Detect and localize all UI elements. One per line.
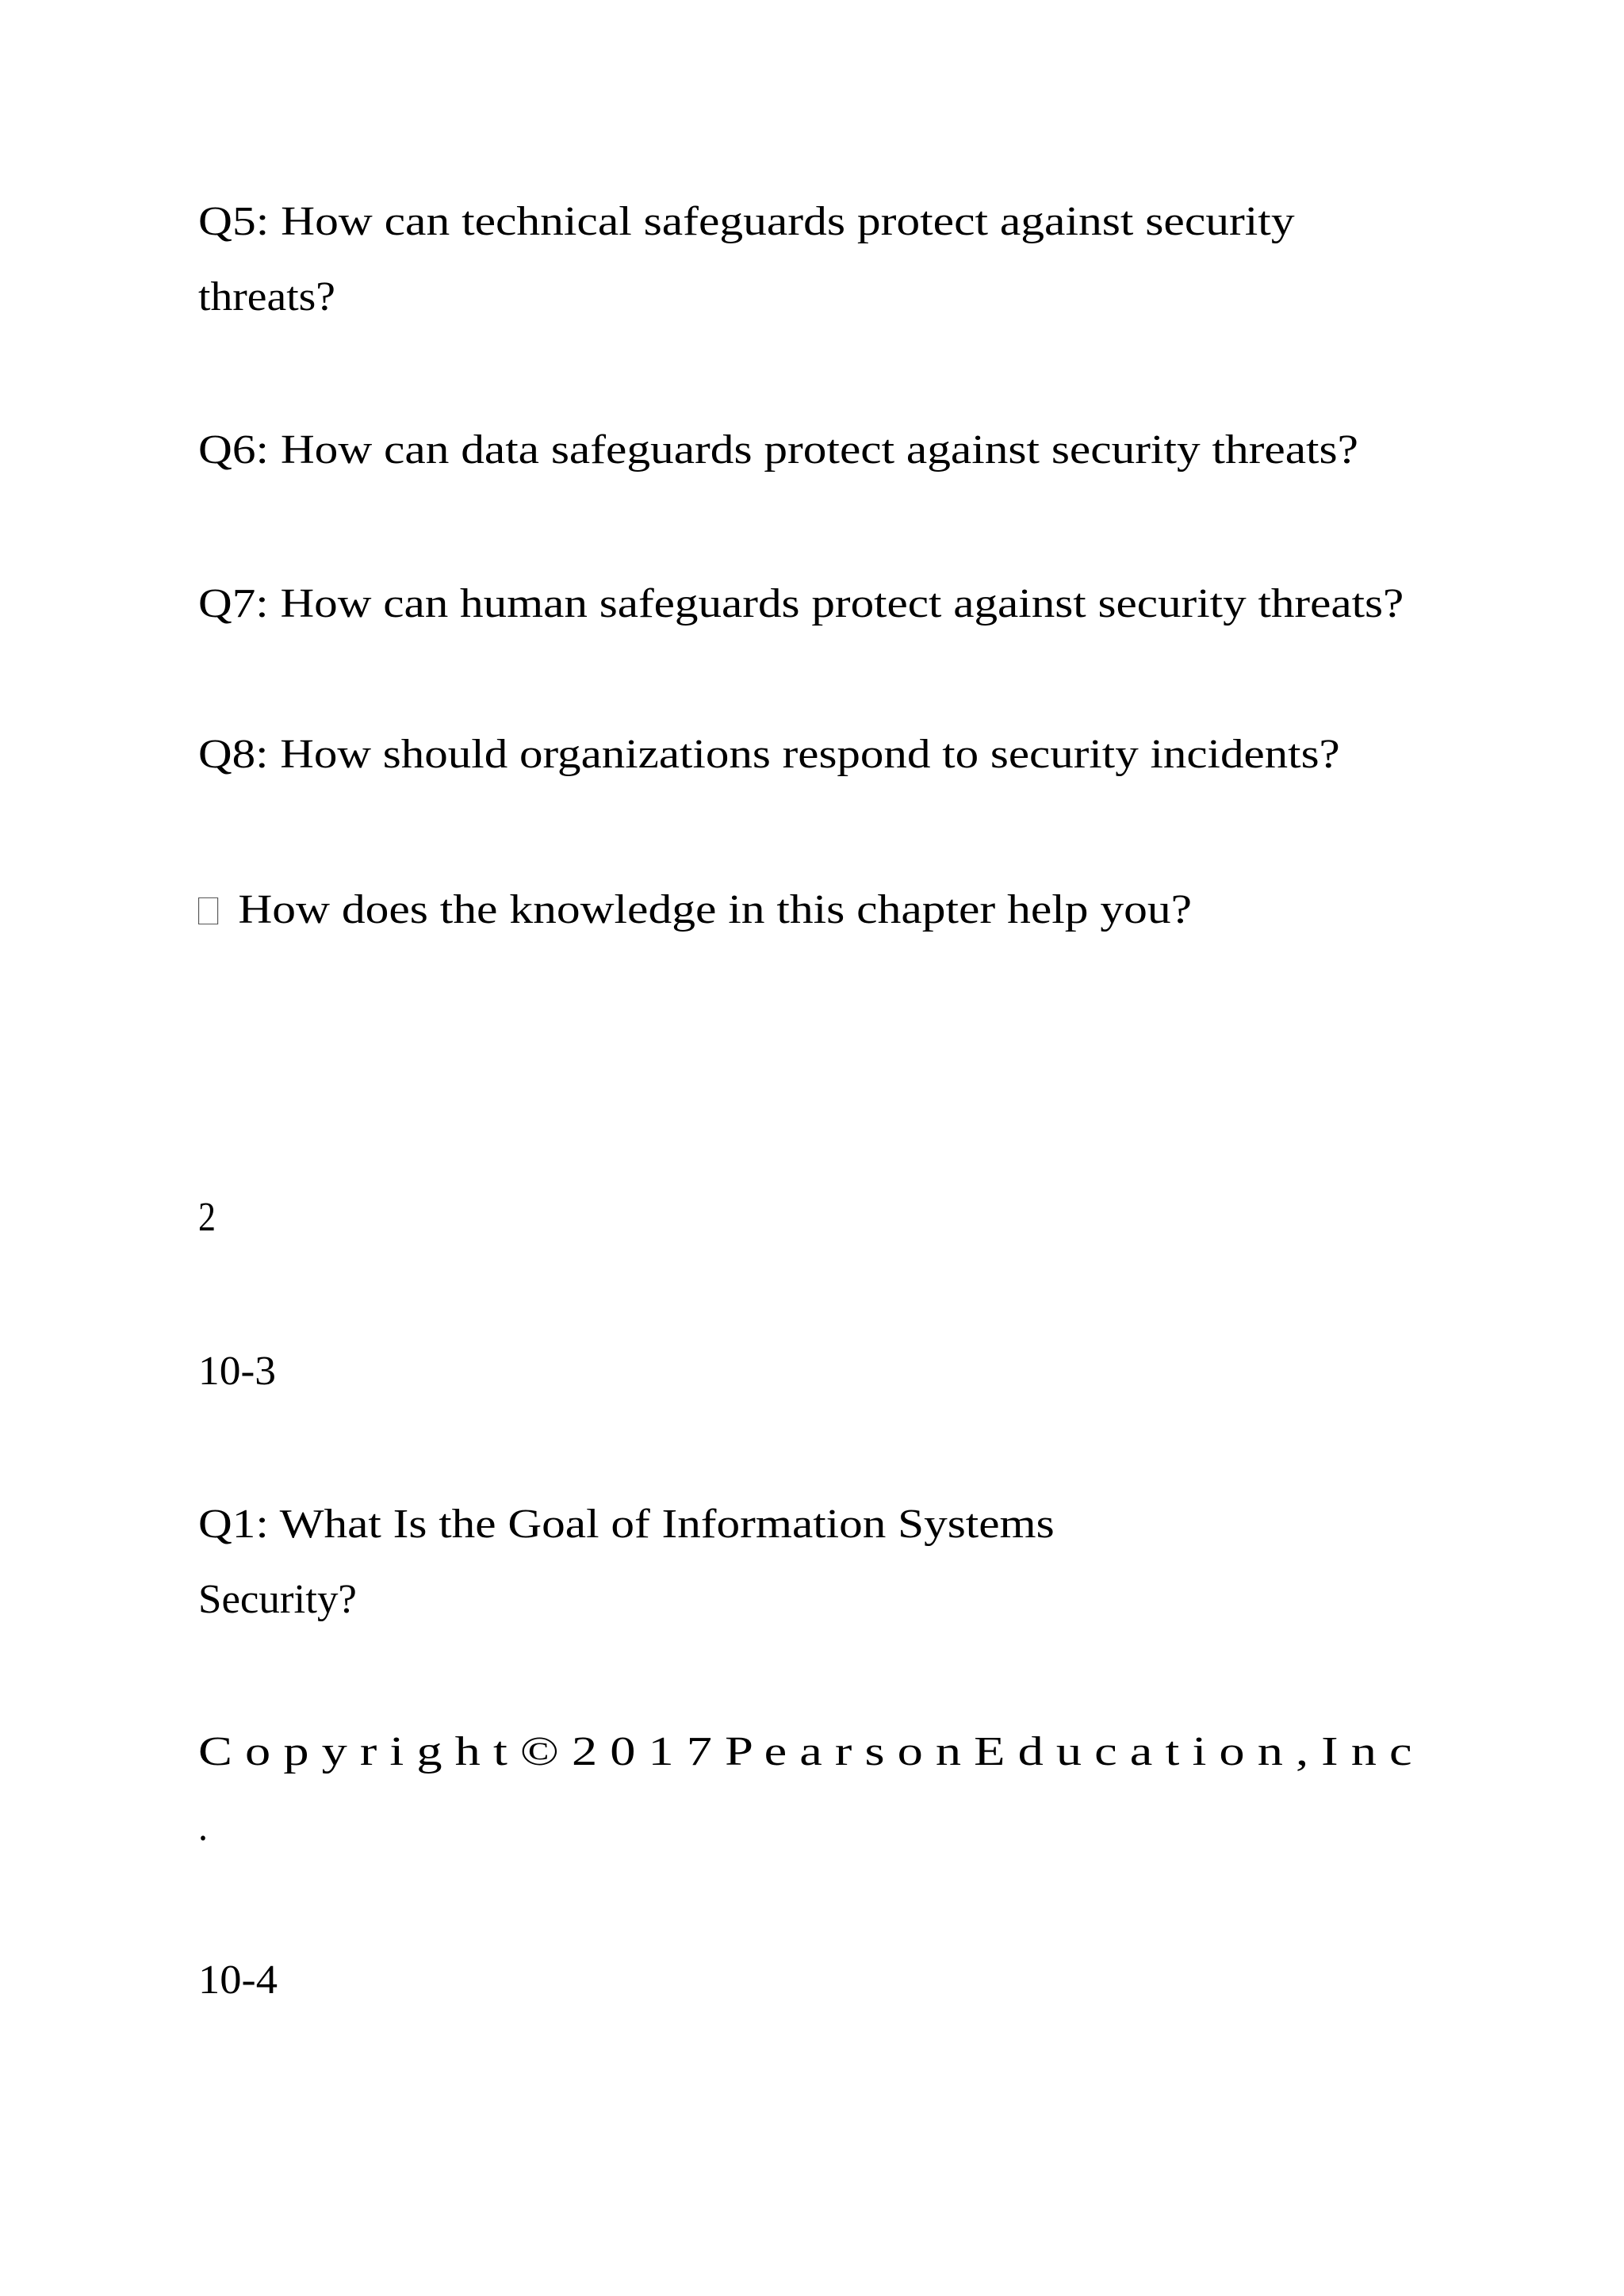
copyright-notice: C o p y r i g h t © 2 0 1 7 P e a r s o n E d u c a t i o n , I n c — [198, 1729, 1412, 1774]
q5-line-1: Q5: How can technical safeguards protect against security — [198, 199, 1295, 244]
q7-question: Q7: How can human safeguards protect against security threats? — [198, 581, 1404, 626]
slide-number-10-4: 10-4 — [198, 1957, 278, 2003]
q5-line-2: threats? — [198, 274, 336, 320]
copyright-period: . — [198, 1804, 208, 1850]
missing-glyph-bullet-icon — [198, 897, 218, 924]
q8-question: Q8: How should organizations respond to security incidents? — [198, 732, 1340, 777]
chapter-help-bullet: How does the knowledge in this chapter help you? — [198, 890, 1192, 931]
q1-heading-line-2: Security? — [198, 1577, 357, 1622]
slide-number-10-3: 10-3 — [198, 1349, 276, 1394]
q1-heading-line-1: Q1: What Is the Goal of Information Systems — [198, 1502, 1055, 1547]
page-number: 2 — [198, 1195, 216, 1240]
q6-question: Q6: How can data safeguards protect against security threats? — [198, 427, 1358, 473]
